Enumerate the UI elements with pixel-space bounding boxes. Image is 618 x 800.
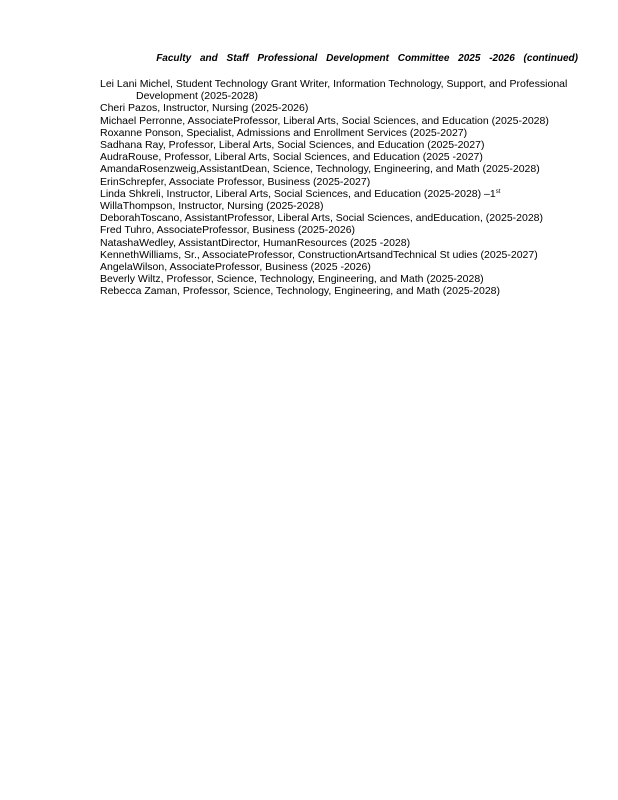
member-entry: Cheri Pazos, Instructor, Nursing (2025-2026) [100, 102, 309, 115]
member-entry: Lei Lani Michel, Student Technology Grant Writer, Information Technology, Support, and Professional Development (2025-2028) [100, 78, 568, 103]
member-entry: KennethWilliams, Sr., AssociateProfessor, ConstructionArtsandTechnical St udies (2025-2027) [100, 248, 538, 261]
member-entry: Roxanne Ponson, Specialist, Admissions and Enrollment Services (2025-2027) [100, 126, 468, 139]
member-list [100, 78, 590, 298]
member-entry: Fred Tuhro, AssociateProfessor, Business (2025-2026) [100, 224, 356, 237]
member-entry: Linda Shkreli, Instructor, Liberal Arts, Social Sciences, and Education (2025-2028) –1st [100, 187, 501, 200]
member-entry: Michael Perronne, AssociateProfessor, Liberal Arts, Social Sciences, and Education (2025-2028) [100, 114, 549, 127]
member-entry: ErinSchrepfer, Associate Professor, Business (2025-2027) [100, 175, 371, 188]
member-entry: AmandaRosenzweig,AssistantDean, Science, Technology, Engineering, and Math (2025-2028) [100, 163, 540, 176]
committee-title: Faculty and Staff Professional Development Committee 2025 -2026 (continued) [156, 53, 578, 64]
member-entry: AudraRouse, Professor, Liberal Arts, Social Sciences, and Education (2025 -2027) [100, 151, 483, 164]
member-entry: Beverly Wiltz, Professor, Science, Technology, Engineering, and Math (2025-2028) [100, 273, 484, 286]
member-entry: AngelaWilson, AssociateProfessor, Business (2025 -2026) [100, 261, 371, 274]
member-entry: WillaThompson, Instructor, Nursing (2025-2028) [100, 200, 324, 213]
member-entry: Rebecca Zaman, Professor, Science, Technology, Engineering, and Math (2025-2028) [100, 285, 501, 298]
ordinal-superscript: st [495, 188, 501, 195]
member-entry: NatashaWedley, AssistantDirector, HumanResources (2025 -2028) [100, 236, 411, 249]
member-entry: Sadhana Ray, Professor, Liberal Arts, Social Sciences, and Education (2025-2027) [100, 139, 485, 152]
member-entry: DeborahToscano, AssistantProfessor, Liberal Arts, Social Sciences, andEducation, (2025-2028) [100, 212, 544, 225]
